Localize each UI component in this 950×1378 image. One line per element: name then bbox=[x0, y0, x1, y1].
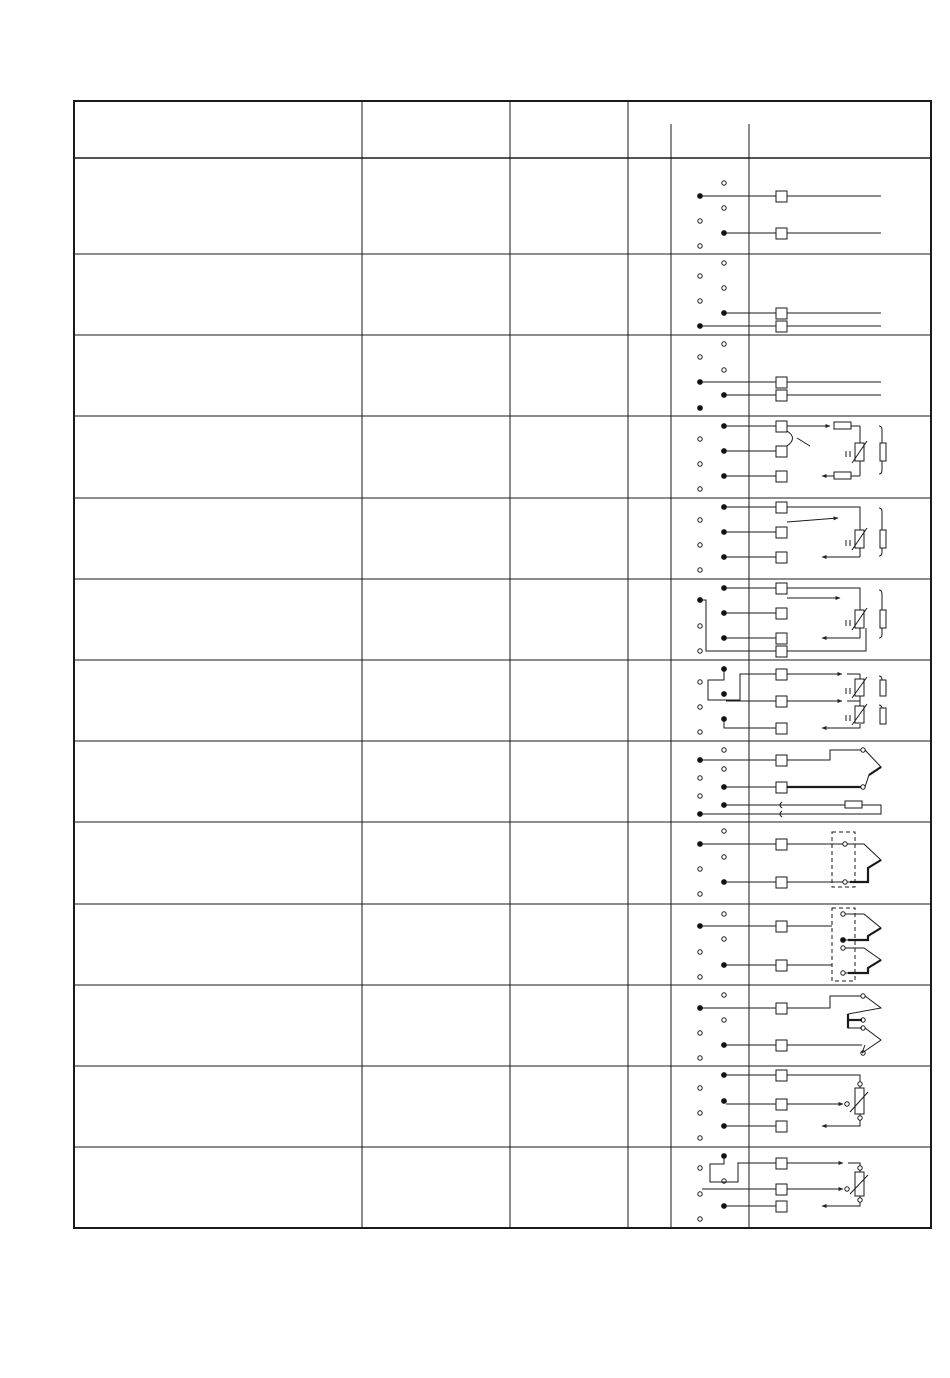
diagram-row-6 bbox=[698, 583, 886, 657]
diagram-row-10 bbox=[698, 908, 881, 981]
diagram-row-7 bbox=[698, 667, 886, 735]
diagram-row-11 bbox=[698, 993, 881, 1060]
diagram-row-2 bbox=[698, 261, 881, 332]
diagram-row-4 bbox=[698, 421, 886, 491]
diagram-row-5 bbox=[698, 502, 886, 572]
wiring-diagrams bbox=[698, 181, 886, 1221]
diagram-row-3 bbox=[698, 342, 881, 411]
diagram-row-9 bbox=[698, 829, 881, 896]
diagram-row-8 bbox=[698, 748, 881, 817]
table-frame bbox=[74, 101, 931, 1228]
diagram-row-12 bbox=[698, 1070, 868, 1140]
diagram-row-1 bbox=[698, 181, 881, 248]
column-dividers bbox=[362, 101, 749, 1228]
diagram-row-13 bbox=[698, 1154, 868, 1222]
